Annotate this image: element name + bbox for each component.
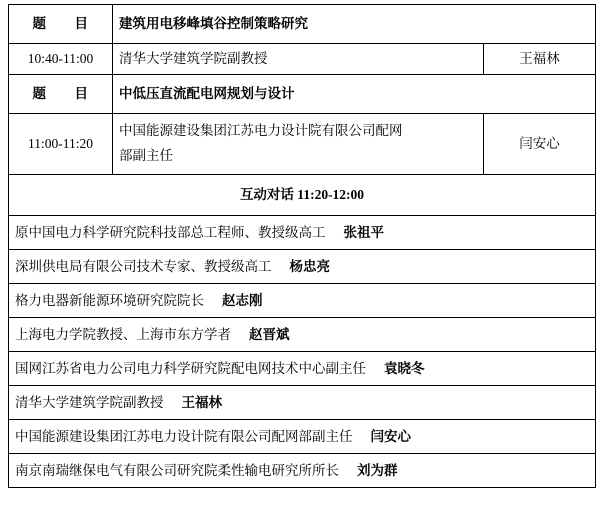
participant-cell	[9, 352, 596, 386]
participant-cell	[9, 284, 596, 318]
participant-cell	[9, 454, 596, 488]
list-item	[9, 216, 596, 250]
participant-name: 张祖平	[343, 224, 384, 240]
participant-name: 闫安心	[370, 428, 411, 444]
participant-name: 袁晓冬	[384, 360, 425, 376]
participant-affiliation: 原中国电力科学研究院科技部总工程师、教授级高工	[15, 224, 326, 240]
participant-affiliation: 清华大学建筑学院副教授	[15, 394, 164, 410]
list-item	[9, 250, 596, 284]
table-row	[9, 114, 596, 175]
participant-name: 杨忠亮	[289, 258, 330, 274]
dialog-header-row	[9, 175, 596, 216]
session-speaker	[484, 114, 596, 175]
participant-affiliation: 格力电器新能源环境研究院院长	[15, 292, 204, 308]
participant-affiliation: 国网江苏省电力公司电力科学研究院配电网技术中心副主任	[15, 360, 366, 376]
participant-affiliation: 深圳供电局有限公司技术专家、教授级高工	[15, 258, 272, 274]
participant-name: 刘为群	[357, 462, 398, 478]
participant-name: 王福林	[181, 394, 222, 410]
session-speaker: 王福林	[484, 44, 596, 75]
participant-affiliation: 南京南瑞继保电气有限公司研究院柔性输电研究所所长	[15, 462, 339, 478]
participant-name: 赵晋斌	[249, 326, 290, 342]
participant-cell	[9, 420, 596, 454]
table-row	[9, 44, 596, 75]
affiliation-line-2: 部副主任	[119, 148, 173, 164]
participant-cell	[9, 386, 596, 420]
participant-cell	[9, 318, 596, 352]
participant-name: 赵志刚	[222, 292, 263, 308]
table-row	[9, 75, 596, 114]
speaker-name: 闫安心	[519, 136, 560, 152]
participant-affiliation: 中国能源建设集团江苏电力设计院有限公司配网部副主任	[15, 428, 353, 444]
list-item	[9, 318, 596, 352]
list-item	[9, 454, 596, 488]
session-time: 10:40-11:00	[9, 44, 113, 75]
affiliation-line-1: 中国能源建设集团江苏电力设计院有限公司配网	[119, 123, 403, 139]
participant-affiliation: 上海电力学院教授、上海市东方学者	[15, 326, 231, 342]
topic-label: 题 目	[9, 5, 113, 44]
list-item	[9, 284, 596, 318]
topic-text: 建筑用电移峰填谷控制策略研究	[113, 5, 596, 44]
table-row	[9, 5, 596, 44]
list-item	[9, 352, 596, 386]
session-affiliation	[113, 114, 484, 175]
topic-label: 题 目	[9, 75, 113, 114]
list-item	[9, 386, 596, 420]
topic-text: 中低压直流配电网规划与设计	[113, 75, 596, 114]
dialog-header-text: 互动对话 11:20-12:00	[9, 175, 596, 216]
list-item	[9, 420, 596, 454]
agenda-table	[8, 4, 596, 488]
participant-cell	[9, 216, 596, 250]
participant-cell	[9, 250, 596, 284]
session-affiliation: 清华大学建筑学院副教授	[113, 44, 484, 75]
session-time: 11:00-11:20	[9, 114, 113, 175]
